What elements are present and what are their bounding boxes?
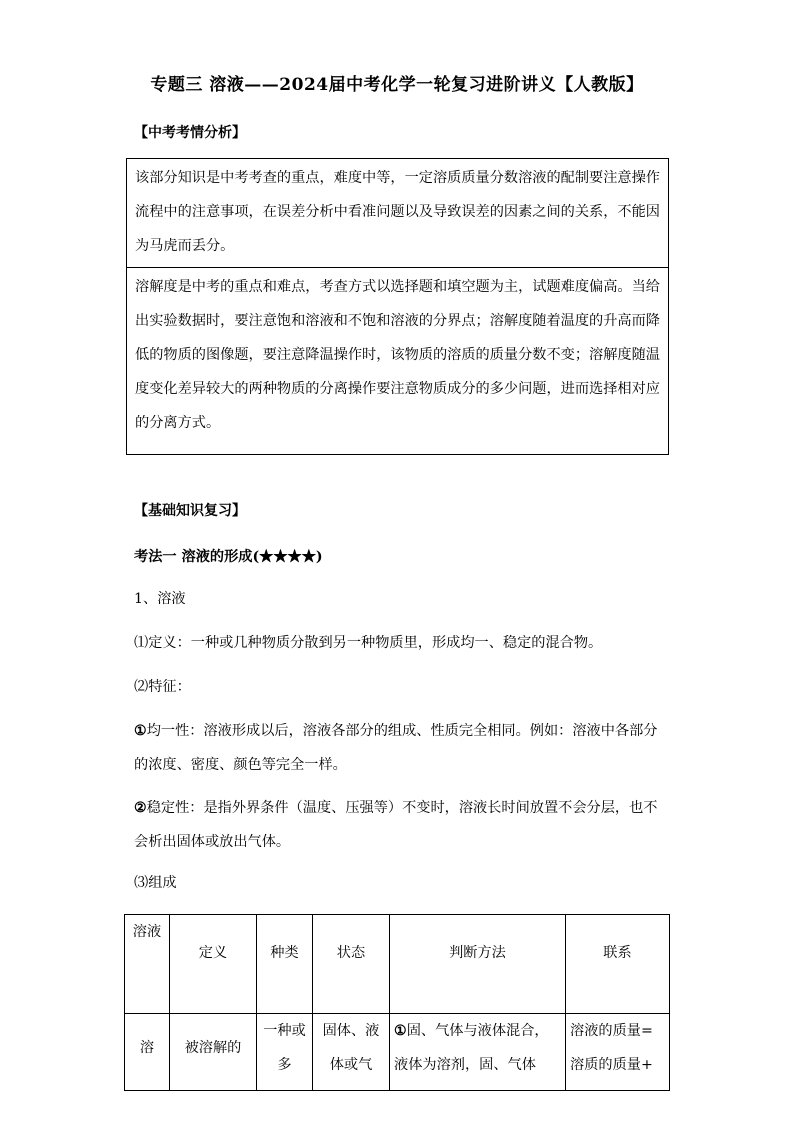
cell-method-text: 固、气体与液体混合，液体为溶剂，固、气体 <box>394 1023 549 1073</box>
cell-method <box>390 1014 566 1091</box>
feature-stability <box>134 791 664 859</box>
cell-relation: 溶液的质量=溶质的质量+ <box>566 1014 670 1091</box>
feature-stability-text: 稳定性：是指外界条件（温度、压强等）不变时，溶液长时间放置不会分层，也不会析出固体或放出气体。 <box>134 800 658 850</box>
analysis-row-1: 该部分知识是中考考查的重点，难度中等，一定溶质质量分数溶液的配制要注意操作流程中的注意事项，在误差分析中看准问题以及导致误差的因素之间的关系，不能因为马虎而丢分。 <box>135 170 660 254</box>
circled-number-1: ① <box>394 1023 407 1039</box>
header-solution: 溶液 <box>125 915 170 1014</box>
header-type: 种类 <box>257 915 313 1014</box>
page-title: 专题三 溶液——2024届中考化学一轮复习进阶讲义【人教版】 <box>150 75 644 95</box>
analysis-box <box>126 158 669 455</box>
features-label: ⑵特征： <box>134 679 191 695</box>
circled-number-2: ② <box>134 800 147 816</box>
definition: ⑴定义：一种或几种物质分散到另一种物质里，形成均一、稳定的混合物。 <box>134 635 603 651</box>
cell-type: 一种或多 <box>257 1014 313 1091</box>
kaofa-heading: 考法一 溶液的形成(★★★★) <box>134 549 323 565</box>
analysis-row-2: 溶解度是中考的重点和难点，考查方式以选择题和填空题为主，试题难度偏高。当给出实验数据时，要注意饱和溶液和不饱和溶液的分界点；溶解度随着温度的升高而降低的物质的图像题，要注意降温操作时，该物质的溶质的质量分数不变；溶解度随温度变化差异较大的两种物质的分离操作要注意物质成分的多少问题，进而选择相对应的分离方式。 <box>127 267 668 454</box>
table-row <box>125 1014 670 1091</box>
header-method: 判断方法 <box>390 915 566 1014</box>
analysis-heading: 【中考考情分析】 <box>134 125 246 141</box>
cell-state: 固体、液体或气 <box>313 1014 390 1091</box>
composition-table <box>124 914 670 1091</box>
feature-uniformity <box>134 714 664 782</box>
header-relation: 联系 <box>566 915 670 1014</box>
feature-uniformity-text: 均一性：溶液形成以后，溶液各部分的组成、性质完全相同。例如：溶液中各部分的浓度、密度、颜色等完全一样。 <box>134 723 658 773</box>
header-definition: 定义 <box>170 915 257 1014</box>
table-header-row <box>125 915 670 1014</box>
composition-label: ⑶组成 <box>134 875 177 891</box>
cell-solute: 溶 <box>125 1014 170 1091</box>
circled-number-1: ① <box>134 723 147 739</box>
review-heading: 【基础知识复习】 <box>134 503 246 519</box>
cell-definition: 被溶解的 <box>170 1014 257 1091</box>
item-solution: 1、溶液 <box>134 591 186 607</box>
header-state: 状态 <box>313 915 390 1014</box>
